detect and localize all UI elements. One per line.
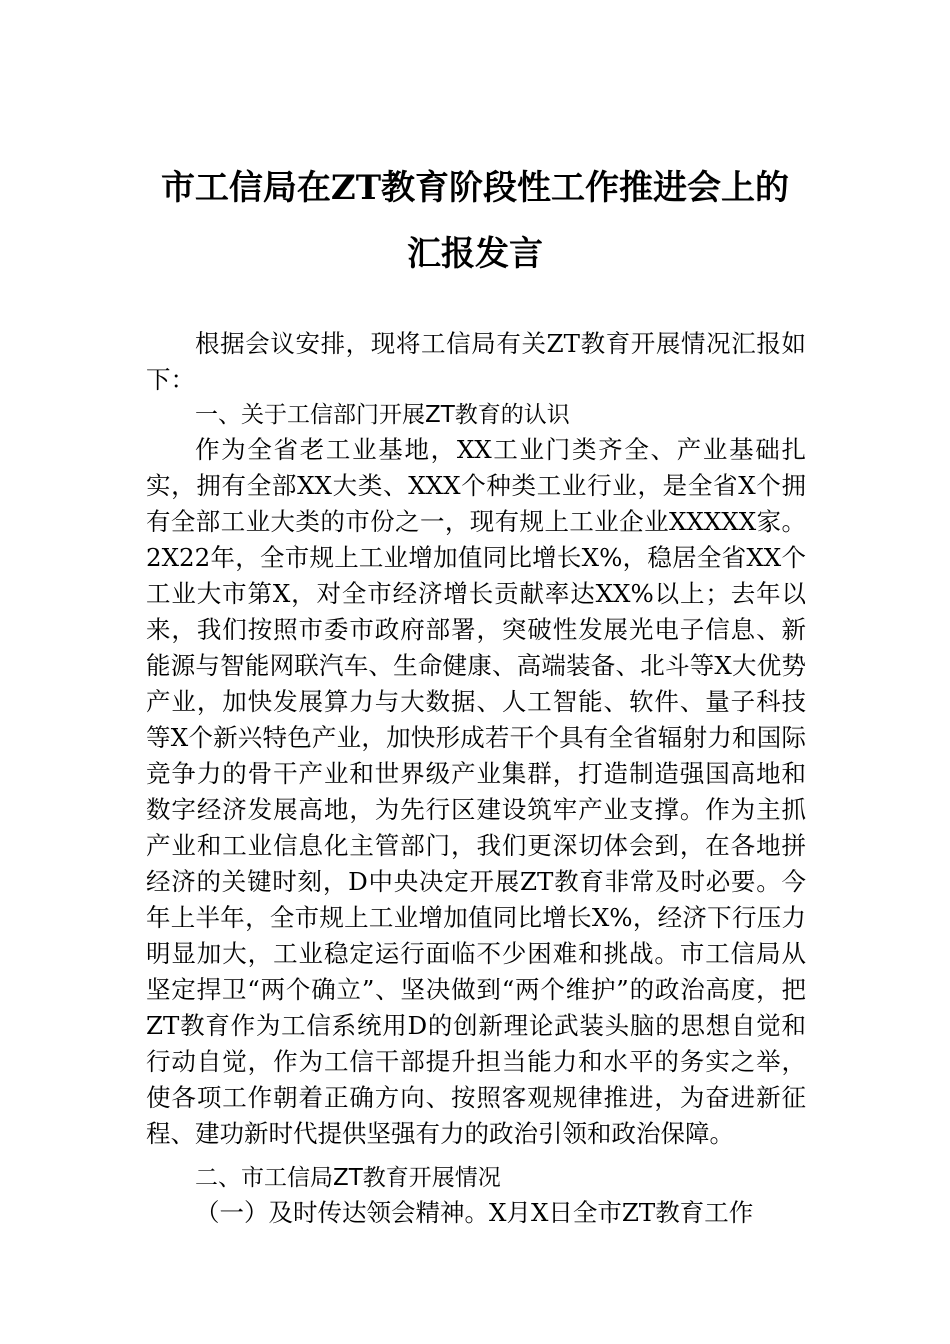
section-1-heading: 一、关于工信部门开展ZT教育的认识 bbox=[195, 402, 570, 428]
document-title-line-2: 汇报发言 bbox=[407, 234, 543, 274]
intro-paragraph: 根据会议安排，现将工信局有关ZT教育开展情况汇报如下： bbox=[146, 329, 806, 394]
section-2-paragraph: （一）及时传达领会精神。X月X日全市ZT教育工作 bbox=[195, 1198, 754, 1227]
section-2-heading: 二、市工信局ZT教育开展情况 bbox=[195, 1165, 501, 1191]
section-1-paragraph: 作为全省老工业基地，XX工业门类齐全、产业基础扎实，拥有全部XX大类、XXX个种类工业行业，是全省X个拥有全部工业大类的市份之一，现有规上工业企业XXXXX家。2X22年，全市规上工业增加值同比增长X%，稳居全省XX个工业大市第X，对全市经济增长贡献率达XX%以上；去年以来，我们按照市委市政府部署，突破性发展光电子信息、新能源与智能网联汽车、生命健康、高端装备、北斗等X大优势产业，加快发展算力与大数据、人工智能、软件、量子科技等X个新兴特色产业，加快形成若干个具有全省辐射力和国际竞争力的骨干产业和世界级产业集群，打造制造强国高地和数字经济发展高地，为先行区建设筑牢产业支撑。作为主抓产业和工业信息化主管部门，我们更深切体会到，在各地拼经济的关键时刻，D中央决定开展ZT教育非常及时必要。今年上半年，全市规上工业增加值同比增长X%，经济下行压力明显加大，工业稳定运行面临不少困难和挑战。市工信局从坚定捍卫“两个确立”、坚决做到“两个维护”的政治高度，把ZT教育作为工信系统用D的创新理论武装头脑的思想自觉和行动自觉，作为工信干部提升担当能力和水平的务实之举，使各项工作朝着正确方向、按照客观规律推进，为奋进新征程、建功新时代提供坚强有力的政治引领和政治保障。 bbox=[146, 435, 806, 1148]
document-title-line-1: 市工信局在ZT教育阶段性工作推进会上的 bbox=[160, 168, 790, 208]
